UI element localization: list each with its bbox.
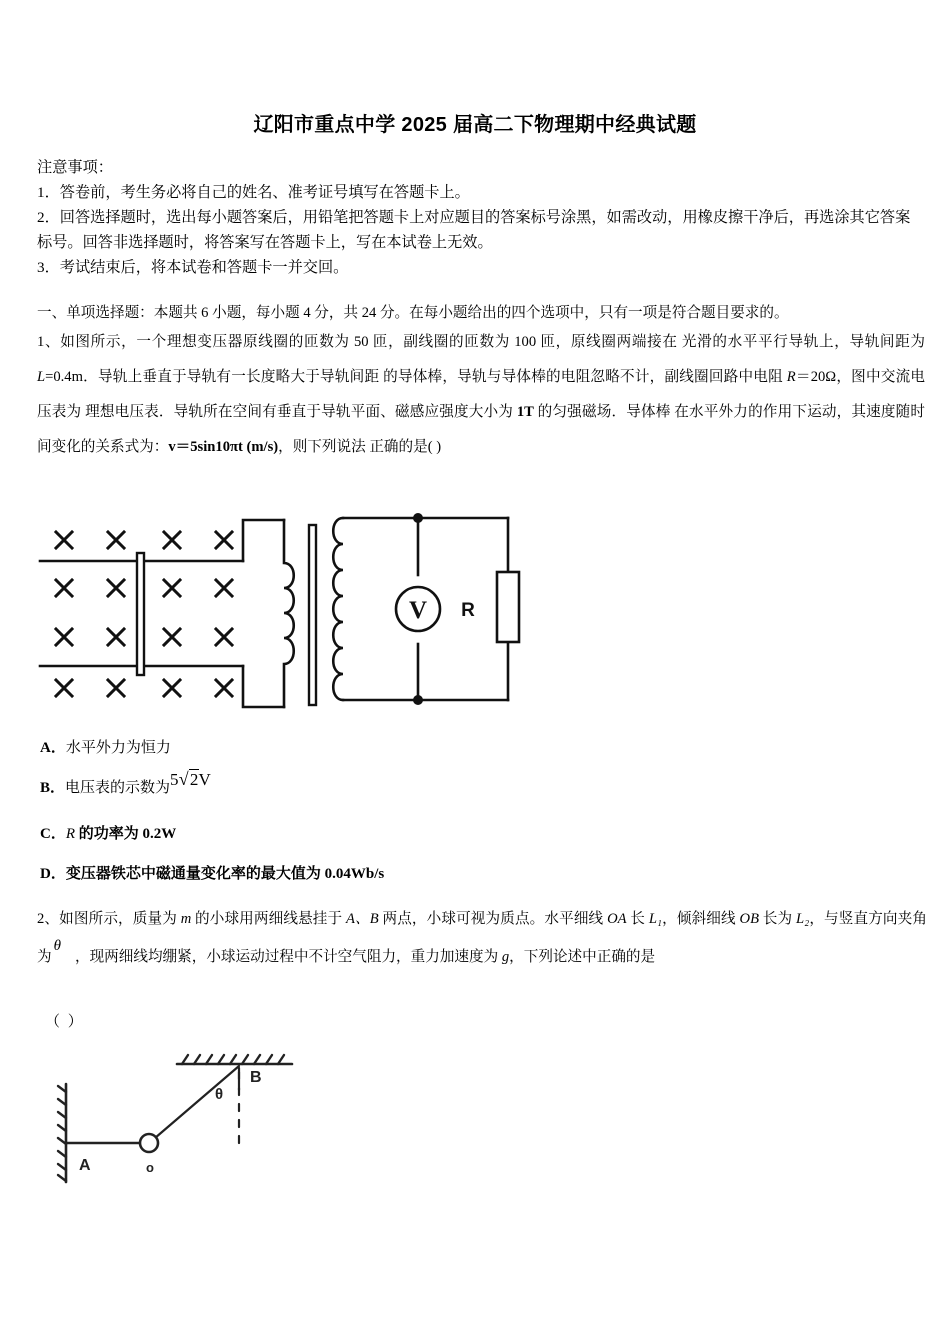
notice-heading: 注意事项： [37,159,113,176]
string-OB: OB [739,911,759,927]
option-b-text: 电压表的示数为 [65,780,171,796]
resistor-label: R [461,600,475,621]
notice-block [37,155,921,280]
option-d-text: 变压器铁芯中磁通量变化率的最大值为 0.04Wb/s [65,866,385,882]
length-L2: L₂ [796,911,810,927]
label-B: B [250,1069,262,1086]
symbol-L: L [37,369,46,385]
option-b-math: 5√2V [170,769,212,789]
question-1-part-1: 如图所示，一个理想变压器原线圈的匝数为 50 匝，副线圈的匝数为 100 匝，原线圈两端接在 光滑的水平平行导轨上，导轨间距为 [60,334,925,350]
symbol-m: m [180,911,192,927]
primary-leads [243,520,284,707]
ceiling-support [177,1055,292,1064]
label-theta: θ [215,1086,224,1103]
wall-support [58,1084,66,1182]
magnetic-field-value: 1T [516,404,534,420]
question-2-part-4: 长 [626,911,649,927]
figure-transformer-circuit [38,508,538,730]
label-o: o [146,1160,154,1175]
option-a[interactable] [40,738,640,758]
transformer-core [309,525,316,705]
resistor-R [497,572,519,642]
velocity-equation: v＝5sin10πt (m/s) [168,439,279,455]
question-1-answer-blank[interactable]: ( ) [427,439,442,455]
figure-ball-two-strings [42,1042,312,1202]
question-2-part-8: ，现两细线均绷紧，小球运动过程中不计空气阻力，重力加速度为 [74,949,502,965]
option-c-label: C． [40,826,66,842]
notice-item-1: 1．答卷前，考生务必将自己的姓名、准考证号填写在答题卡上。 [37,184,470,201]
question-1-part-4: 的匀强磁场．导体棒 在水平外力的作用下运动，其速度随时间变化的关系式为： [37,404,925,455]
conductor-bar [137,553,144,675]
string-OB-line [155,1066,239,1138]
angle-theta-symbol: θ [53,938,61,954]
option-c-symbol: R [65,826,76,842]
question-1-part-5: ，则下列说法 正确的是 [278,439,428,455]
question-2-part-2: 的小球用两细线悬挂于 [191,911,347,927]
option-d[interactable] [40,864,640,884]
question-1-part-2: =0.4m．导轨上垂直于导轨有一长度略大于导轨间距 的导体棒，导轨与导体棒的电阻忽略不计，副线圈回路中电阻 [45,369,787,385]
option-d-label: D． [40,866,66,882]
question-2-part-5: ，倾斜细线 [662,911,740,927]
question-1-options [40,738,640,884]
option-b-label: B． [40,780,66,796]
question-2-text [37,900,927,976]
label-A: A [79,1157,91,1174]
question-2-part-7: ，与竖直方向夹角为 [37,911,927,965]
voltmeter-label: V [408,597,428,624]
option-c-text: 的功率为 0.2W [78,826,177,842]
question-2-part-1: 如图所示，质量为 [59,911,181,927]
question-1-text [37,325,925,465]
question-2-answer-blank[interactable]: （ ） [45,1014,85,1030]
question-2-number: 2、 [37,911,60,927]
notice-item-3: 3．考试结束后，将本试卷和答题卡一并交回。 [37,259,349,276]
primary-coil [284,520,294,707]
symbol-R: R [786,369,796,385]
page-title: 辽阳市重点中学 2025 届高二下物理期中经典试题 [253,114,697,136]
option-c[interactable] [40,824,640,844]
points-AB: A、B [346,911,379,927]
option-a-text: 水平外力为恒力 [65,740,171,756]
length-L1: L₁ [648,911,663,927]
question-2-part-6: 长为 [759,911,796,927]
string-OA: OA [607,911,627,927]
question-2-part-3: 两点，小球可视为质点。水平细线 [378,911,608,927]
option-a-label: A． [40,740,66,756]
notice-item-2: 2．回答选择题时，选出每小题答案后，用铅笔把答题卡上对应题目的答案标号涂黑，如需改动，用橡皮擦干净后，再选涂其它答案标号。回答非选择题时，将答案写在答题卡上，写在本试卷上无效。 [37,209,911,251]
section-heading: 一、单项选择题：本题共 6 小题，每小题 4 分，共 24 分。在每小题给出的四个选项中，只有一项是符合题目要求的。 [37,305,789,321]
question-1-number: 1、 [37,334,61,350]
option-b[interactable] [40,769,640,798]
question-1-part-3: ＝20Ω，图中交流电压表为 理想电压表．导轨所在空间有垂直于导轨平面、磁感应强度大小为 [37,369,925,420]
symbol-g: g [501,949,510,965]
ball-at-O [140,1134,158,1152]
question-2-part-9: ，下列论述中正确的是 [509,949,656,965]
